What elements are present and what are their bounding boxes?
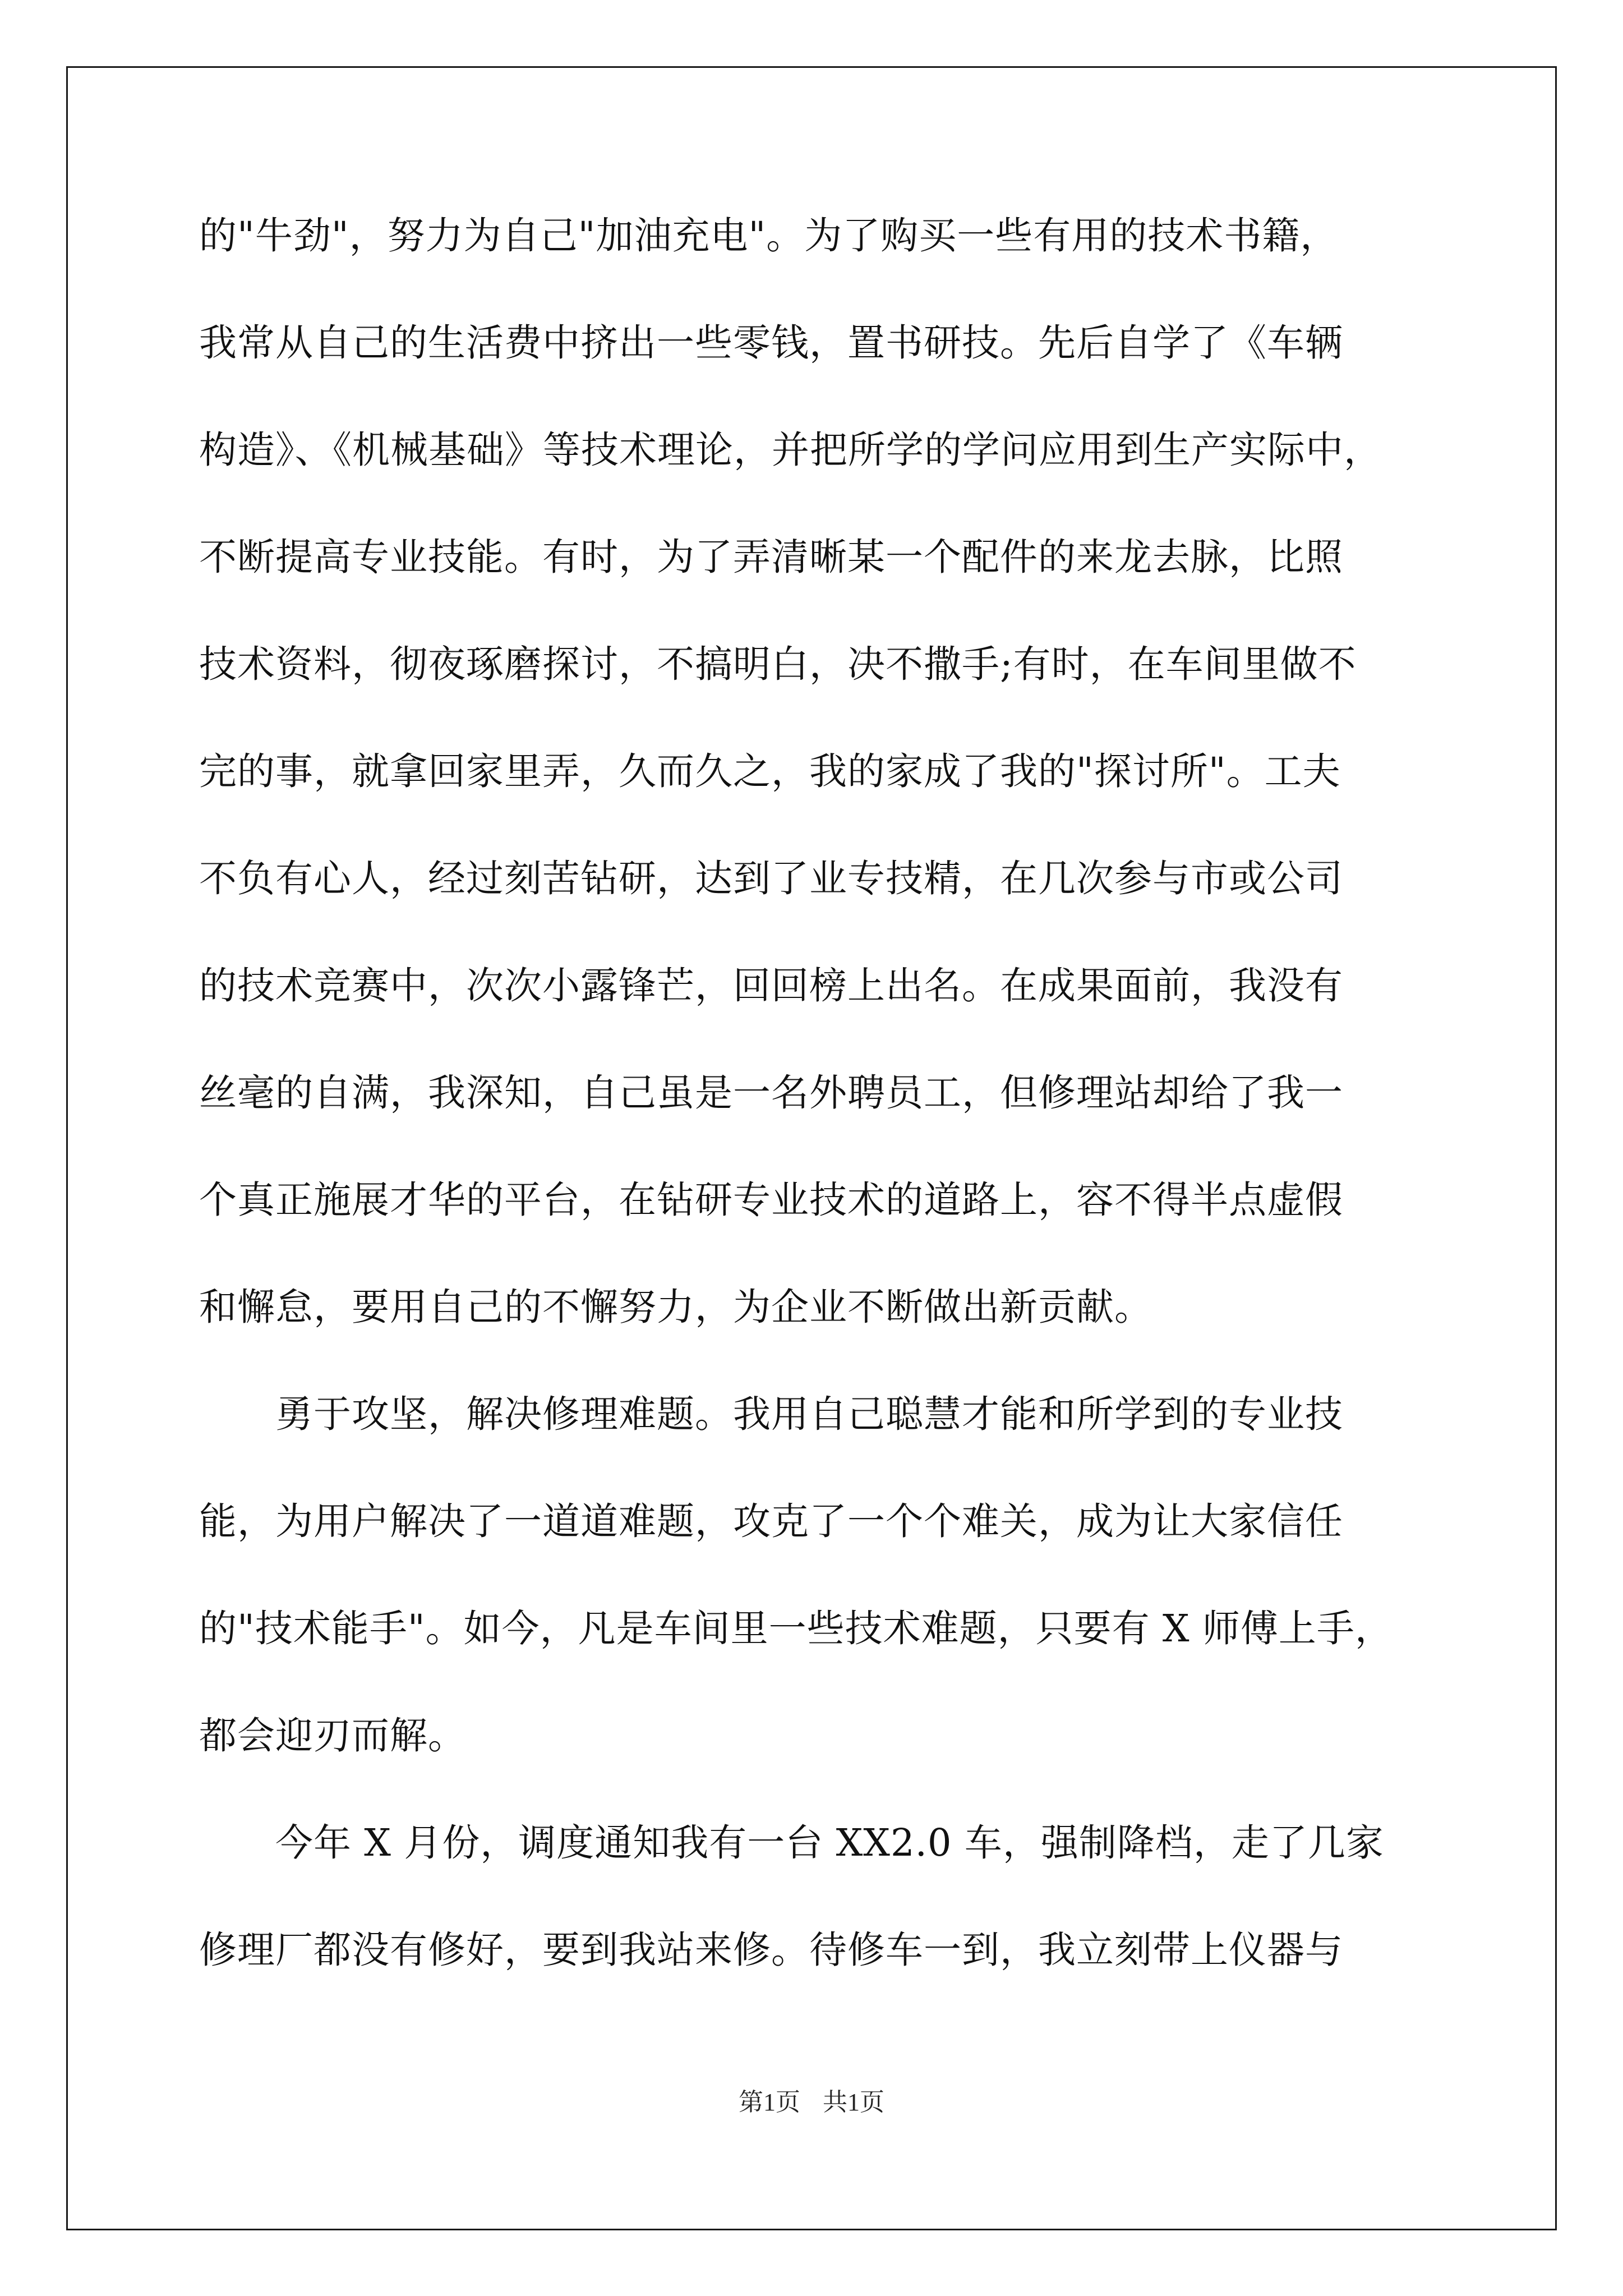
body-line-14: 的"技术能手"。如今，凡是车间里一些技术难题，只要有 X 师傅上手，: [199, 1607, 1393, 1650]
body-line-16: 今年 X 月份，调度通知我有一台 XX2.0 车，强制降档，走了几家: [199, 1821, 1384, 1865]
body-line-1: 的"牛劲"，努力为自己"加油充电"。为了购买一些有用的技术书籍，: [199, 214, 1339, 257]
page-footer: [0, 2087, 1623, 2118]
page-total-label: 共1页: [823, 2088, 884, 2116]
page-border: [66, 66, 1557, 2230]
body-line-9: 丝毫的自满，我深知，自己虽是一名外聘员工，但修理站却给了我一: [199, 1071, 1343, 1115]
body-line-17: 修理厂都没有修好，要到我站来修。待修车一到，我立刻带上仪器与: [199, 1928, 1343, 1972]
body-line-13: 能，为用户解决了一道道难题，攻克了一个个难关，成为让大家信任: [199, 1499, 1343, 1543]
body-line-15: 都会迎刃而解。: [199, 1714, 466, 1757]
body-line-6: 完的事，就拿回家里弄，久而久之，我的家成了我的"探讨所"。工夫: [199, 749, 1341, 793]
body-line-2: 我常从自己的生活费中挤出一些零钱，置书研技。先后自学了《车辆: [199, 321, 1343, 365]
page-number-label: 第1页: [739, 2088, 800, 2116]
body-line-3: 构造》、《机械基础》等技术理论，并把所学的学问应用到生产实际中，: [199, 428, 1382, 472]
body-line-4: 不断提高专业技能。有时，为了弄清晰某一个配件的来龙去脉，比照: [199, 535, 1343, 579]
body-line-8: 的技术竞赛中，次次小露锋芒，回回榜上出名。在成果面前，我没有: [199, 964, 1343, 1007]
body-line-7: 不负有心人，经过刻苦钻研，达到了业专技精，在几次参与市或公司: [199, 857, 1343, 900]
body-line-12: 勇于攻坚，解决修理难题。我用自己聪慧才能和所学到的专业技: [199, 1392, 1343, 1436]
body-line-5: 技术资料，彻夜琢磨探讨，不搞明白，决不撒手;有时，在车间里做不: [199, 642, 1357, 686]
body-line-11: 和懈怠，要用自己的不懈努力，为企业不断做出新贡献。: [199, 1285, 1152, 1329]
body-line-10: 个真正施展才华的平台，在钻研专业技术的道路上，容不得半点虚假: [199, 1178, 1343, 1222]
